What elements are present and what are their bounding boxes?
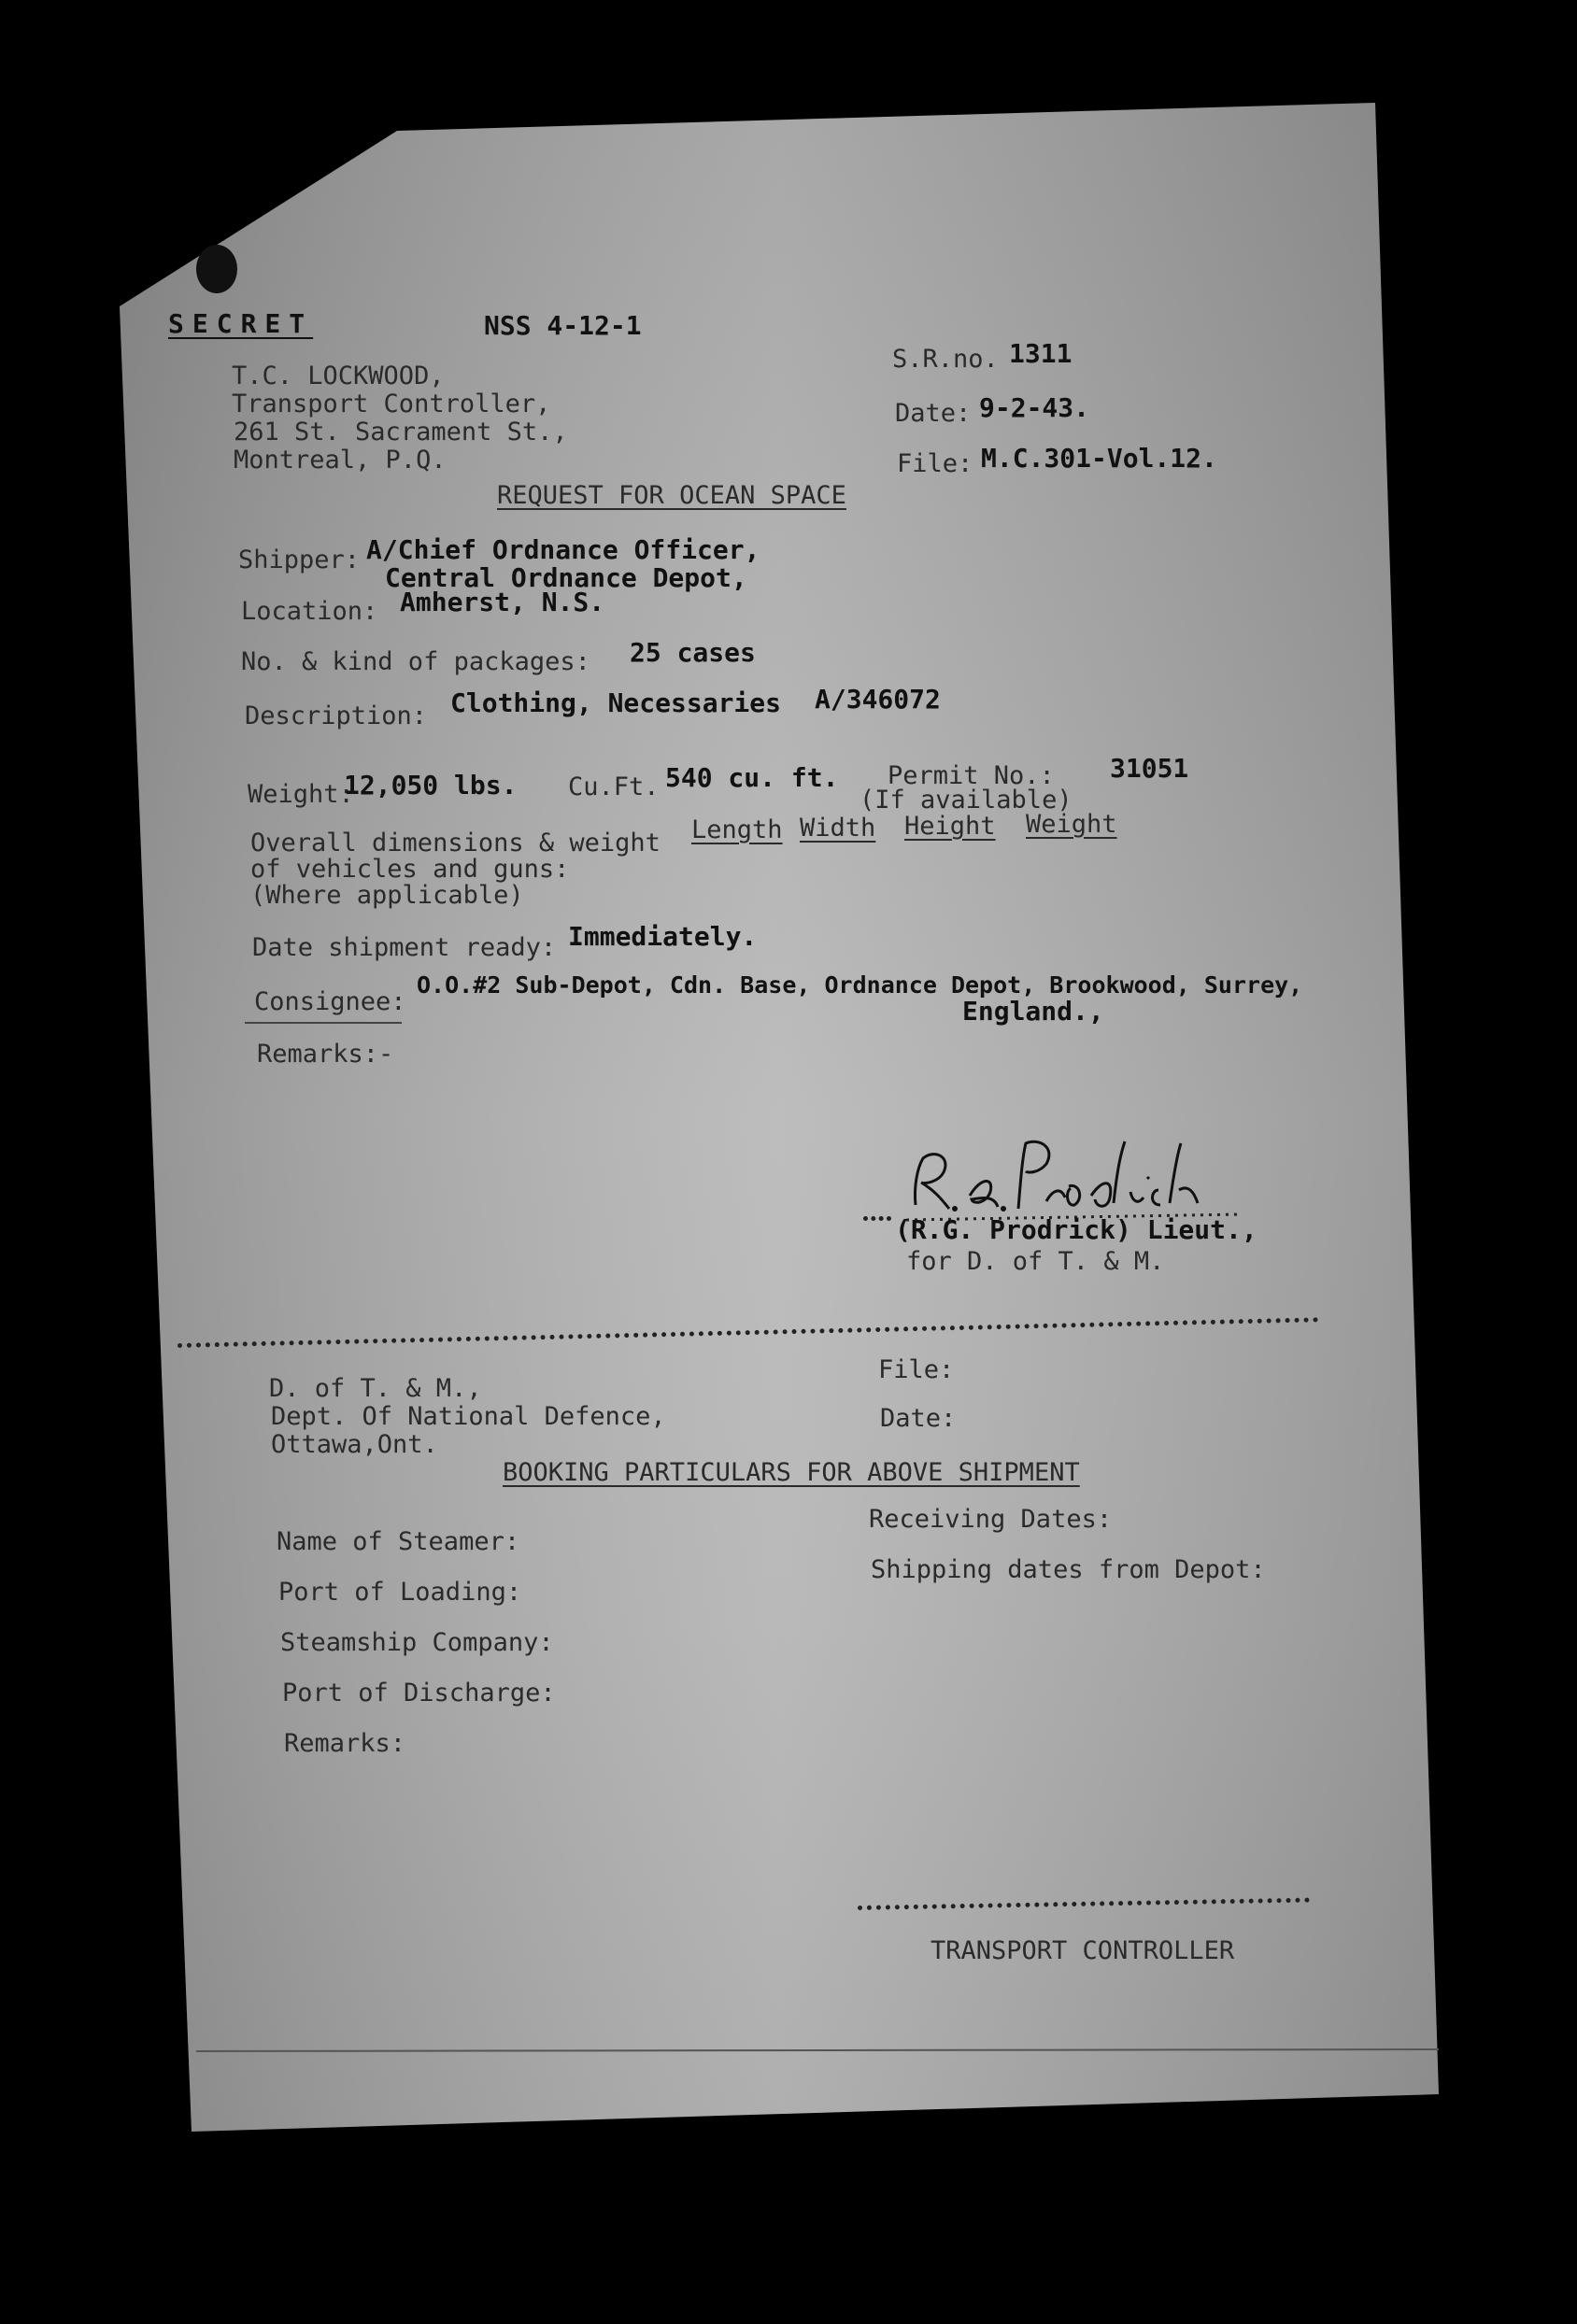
- reply-file-label: File:: [878, 1355, 955, 1384]
- discharge-port-label: Port of Discharge:: [282, 1679, 556, 1708]
- ready-value: Immediately.: [568, 921, 758, 952]
- recipient-line-2: Dept. Of National Defence,: [271, 1402, 666, 1431]
- permit-label: Permit No.:: [888, 761, 1055, 790]
- shipper-label: Shipper:: [238, 546, 361, 574]
- shipping-dates-label: Shipping dates from Depot:: [871, 1555, 1266, 1584]
- recipient-line-1: D. of T. & M.,: [269, 1374, 482, 1403]
- signatory-for-line: for D. of T. & M.: [906, 1247, 1165, 1276]
- weight-label: Weight:: [248, 780, 354, 809]
- steamship-company-label: Steamship Company:: [280, 1628, 554, 1657]
- sr-number-value: 1311: [1009, 338, 1073, 369]
- sender-name: T.C. LOCKWOOD,: [232, 361, 445, 390]
- shipper-line-1: A/Chief Ordnance Officer,: [366, 534, 760, 565]
- consignee-line-2: England.,: [962, 996, 1104, 1027]
- date-label: Date:: [895, 399, 972, 428]
- cubic-feet-label: Cu.Ft.: [568, 772, 660, 801]
- permit-note: (If available): [860, 786, 1073, 815]
- reference-number: NSS 4-12-1: [484, 310, 642, 341]
- sender-title: Transport Controller,: [232, 390, 551, 418]
- location-value: Amherst, N.S.: [400, 587, 605, 617]
- request-title: REQUEST FOR OCEAN SPACE: [497, 481, 846, 510]
- packages-value: 25 cases: [630, 637, 756, 668]
- reply-date-label: Date:: [880, 1404, 957, 1433]
- consignee-label: Consignee:: [254, 987, 406, 1016]
- classification-label: SECRET: [168, 308, 314, 339]
- description-label: Description:: [245, 701, 428, 730]
- file-label: File:: [897, 449, 973, 478]
- booking-remarks-label: Remarks:: [284, 1729, 406, 1758]
- sender-address: 261 St. Sacrament St.,: [234, 418, 568, 446]
- signatory-name: (R.G. Prodrick) Lieut.,: [895, 1214, 1257, 1245]
- cubic-feet-value: 540 cu. ft.: [665, 762, 839, 793]
- shipper-line-2: Central Ordnance Depot,: [385, 562, 747, 593]
- sender-city: Montreal, P.Q.: [234, 446, 447, 475]
- consignee-line-1: O.O.#2 Sub-Depot, Cdn. Base, Ordnance Depot, Brookwood, Surrey,: [417, 971, 1303, 999]
- description-reference: A/346072: [815, 684, 941, 715]
- booking-title: BOOKING PARTICULARS FOR ABOVE SHIPMENT: [503, 1458, 1080, 1487]
- dimensions-label-3: (Where applicable): [250, 881, 524, 910]
- sr-number-label: S.R.no.: [892, 345, 999, 374]
- dimensions-label-1: Overall dimensions & weight: [250, 829, 661, 857]
- description-value: Clothing, Necessaries: [450, 687, 782, 718]
- dimension-header-weight: Weight: [1026, 810, 1117, 839]
- dimension-header-width: Width: [800, 814, 876, 843]
- transport-controller-label: TRANSPORT CONTROLLER: [931, 1936, 1235, 1965]
- dimensions-label-2: of vehicles and guns:: [250, 855, 570, 884]
- steamer-label: Name of Steamer:: [277, 1527, 520, 1556]
- date-value: 9-2-43.: [979, 392, 1090, 423]
- dimension-header-length: Length: [691, 815, 783, 844]
- remarks-label: Remarks:-: [257, 1040, 394, 1069]
- ready-label: Date shipment ready:: [252, 933, 557, 962]
- permit-value: 31051: [1110, 753, 1189, 784]
- consignee-underline: [245, 1022, 402, 1024]
- recipient-line-3: Ottawa,Ont.: [271, 1430, 438, 1459]
- location-label: Location:: [241, 597, 378, 626]
- file-value: M.C.301-Vol.12.: [981, 443, 1217, 474]
- loading-port-label: Port of Loading:: [278, 1578, 522, 1607]
- weight-value: 12,050 lbs.: [344, 770, 518, 801]
- dimension-header-height: Height: [904, 812, 996, 841]
- packages-label: No. & kind of packages:: [241, 647, 590, 676]
- receiving-dates-label: Receiving Dates:: [869, 1505, 1113, 1534]
- signature-leader-dots: [863, 1216, 891, 1221]
